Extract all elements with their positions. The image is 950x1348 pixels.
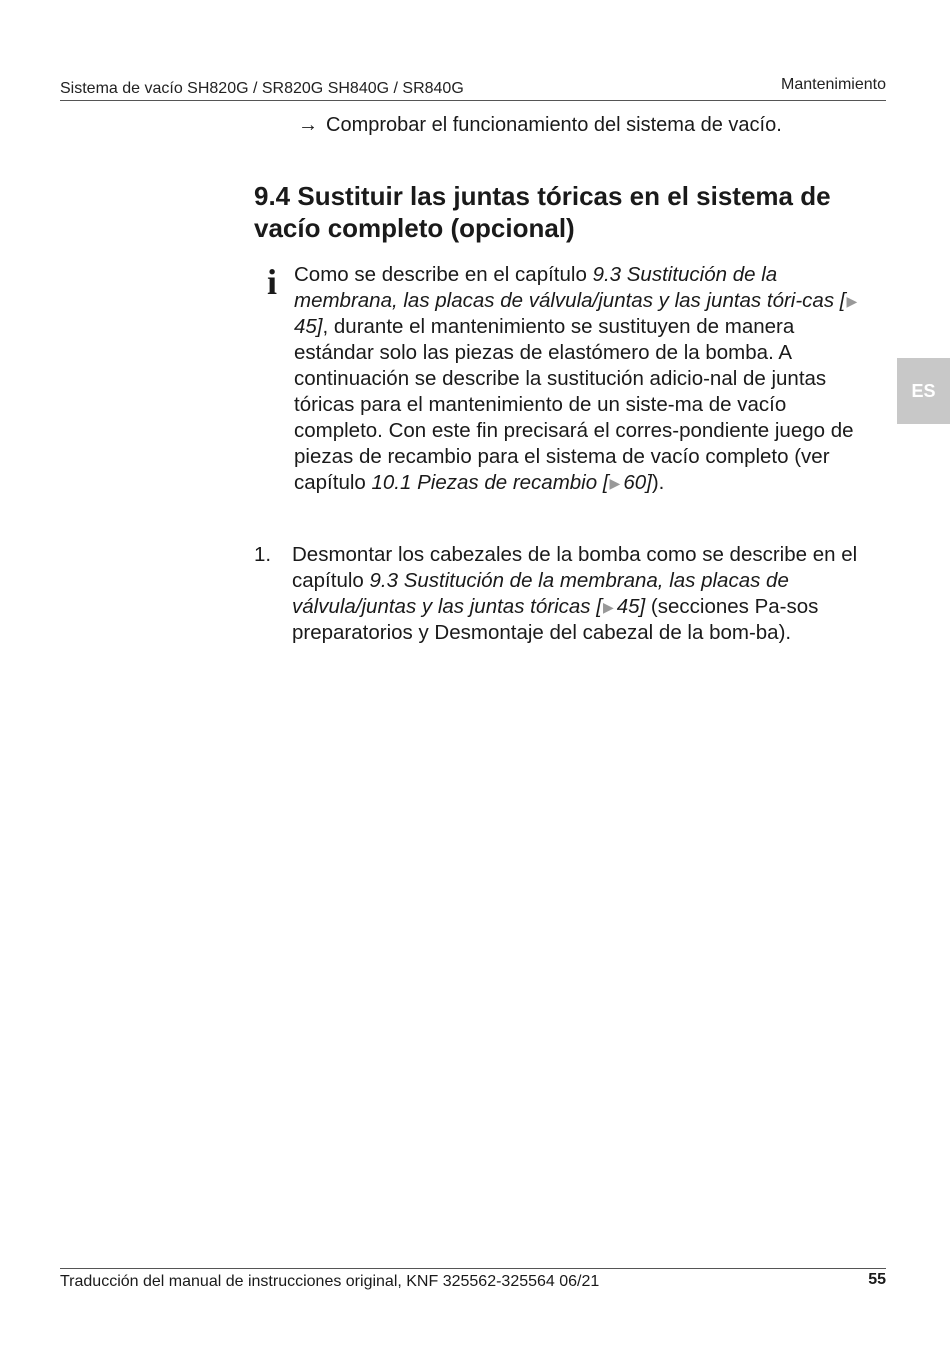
section-title: 9.4 Sustituir las juntas tóricas en el sistema de vacío completo (opcional) [254,181,831,243]
page-ref-triangle-icon: ▶ [602,599,614,615]
cross-reference-page: 45] [294,315,323,338]
page-ref-triangle-icon: ▶ [609,475,621,491]
header-document-title: Sistema de vacío SH820G / SR820G SH840G / SR840G [60,80,464,97]
cross-reference-page: 60] [623,471,652,494]
cross-reference-label: 9.3 Sustitución de la membrana, las placas de válvula/juntas y las juntas tóricas [ [292,569,789,618]
info-text [294,262,874,496]
step-text-part: Desmontar los cabezales de la bomba como se describe en el capítulo [292,543,858,592]
info-text-part: Como se describe en el capítulo [294,263,593,286]
header-chapter-title: Mantenimiento [781,76,886,93]
step-text-part: (secciones Pa-sos preparatorios y Desmontaje del cabezal de la bom-ba). [292,595,819,644]
step-number: 1. [254,543,272,566]
step-item [254,542,874,646]
result-line [298,114,782,137]
cross-reference-link[interactable] [372,471,652,494]
cross-reference-label: 10.1 Piezas de recambio [ [371,471,609,494]
info-text-part: , durante el mantenimiento se sustituyen de manera estándar solo las piezas de elastómero de la bomba. A continuación se describe la sustitución adicio-nal de juntas tóricas para el mantenimiento de un siste-ma de vacío completo. Con este fin precisará el corres-pondiente juego de piezas de recambio para el sistema de vacío completo (ver capítulo [294,315,854,494]
page-footer [60,1268,886,1290]
page-ref-triangle-icon: ▶ [846,293,858,309]
page-number: 55 [868,1271,886,1288]
footer-text: Traducción del manual de instrucciones original, KNF 325562-325564 06/21 [60,1273,600,1290]
info-note [254,262,874,496]
result-text: Comprobar el funcionamiento del sistema de vacío. [326,114,782,136]
cross-reference-page: 45] [616,595,646,618]
info-icon: i [266,262,277,302]
language-tab: ES [897,358,950,424]
step-text [292,542,874,646]
cross-reference-label: 9.3 Sustitución de la membrana, las placas de válvula/juntas y las juntas tóri-cas [ [294,263,846,312]
page-header [60,76,886,101]
info-text-part: ). [651,471,665,494]
arrow-right-icon: → [298,114,318,136]
